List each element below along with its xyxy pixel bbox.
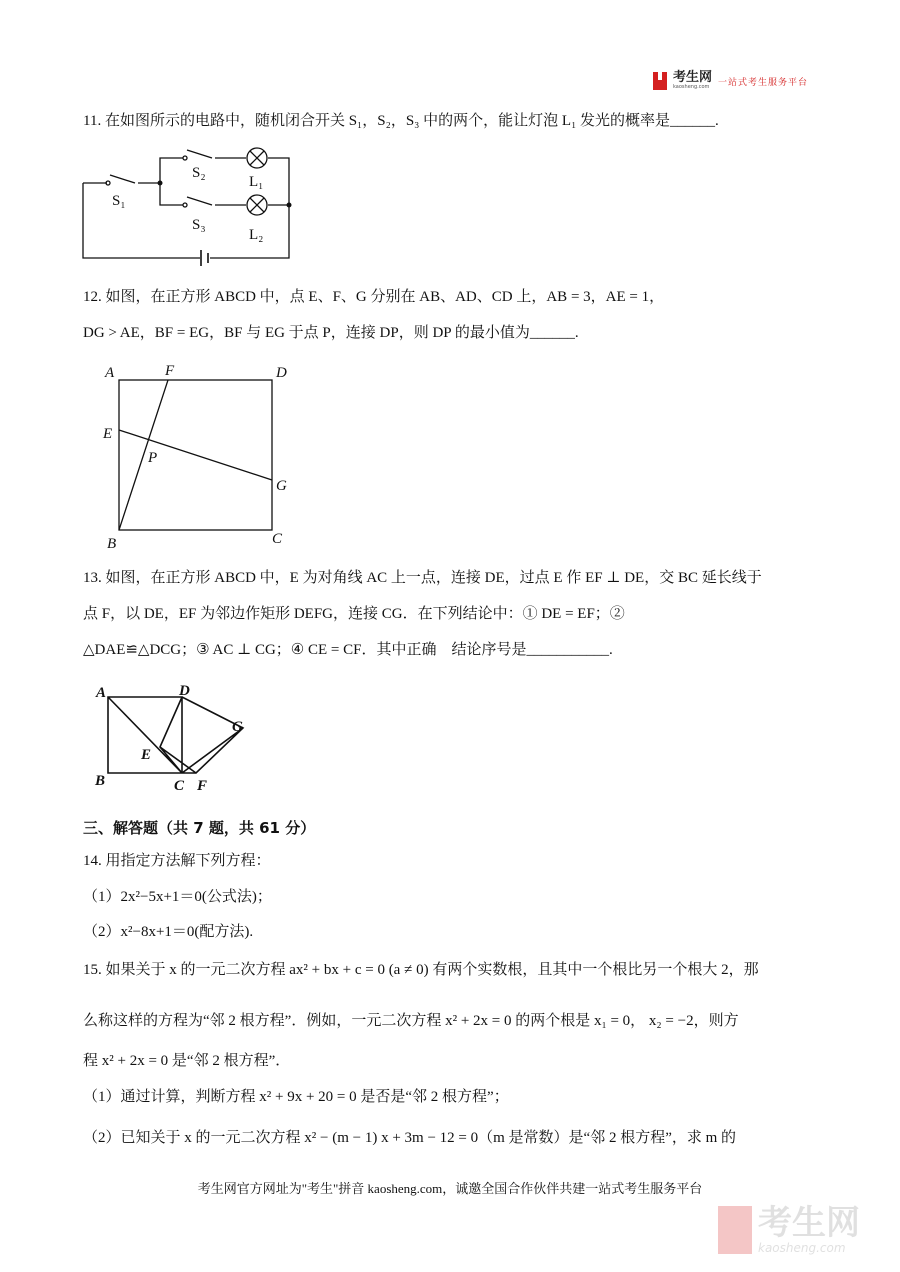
label-e: E <box>141 747 152 763</box>
q12-line2: DG > AE，BF = EG，BF 与 EG 于点 P，连接 DP，则 DP 的最小值为______. <box>83 325 579 341</box>
q13-line3: △DAE≌△DCG；③ AC ⊥ CG；④ CE = CF．其中正确 结论序号是___________. <box>83 642 613 658</box>
logo-slogan: 一站式考生服务平台 <box>718 77 809 88</box>
q12-figure <box>0 355 320 555</box>
q14-part2: （2）x²−8x+1＝0(配方法). <box>83 924 254 940</box>
q14-part1: （1）2x²−5x+1＝0(公式法)； <box>83 889 272 905</box>
label-d: D <box>276 365 287 381</box>
label-s2: S₂ <box>192 165 206 181</box>
label-b: B <box>95 773 106 789</box>
circuit-diagram <box>0 140 320 270</box>
q15-line2: 么称这样的方程为“邻 2 根方程”．例如，一元二次方程 x² + 2x = 0 的两个根是 x₁ = 0， x₂ = −2，则方 <box>83 1013 739 1029</box>
label-a: A <box>105 365 115 381</box>
label-g: G <box>276 478 287 494</box>
q13-line2: 点 F，以 DE，EF 为邻边作矩形 DEFG，连接 CG．在下列结论中：① DE = EF；② <box>83 606 625 622</box>
label-f: F <box>197 778 208 794</box>
watermark-name: 考生网 <box>758 1203 860 1243</box>
q12-line1: 12. 如图，在正方形 ABCD 中，点 E、F、G 分别在 AB、AD、CD 上，AB = 3，AE = 1， <box>83 289 665 305</box>
label-l1: L₁ <box>249 174 264 190</box>
q11-text: 11. 在如图所示的电路中，随机闭合开关 S₁，S₂，S₃ 中的两个，能让灯泡 L₁ 发光的概率是______. <box>83 113 719 129</box>
label-p: P <box>148 450 158 466</box>
label-g: G <box>232 719 243 735</box>
label-a: A <box>96 685 107 701</box>
header-logo <box>653 72 808 90</box>
label-s3: S₃ <box>192 217 206 233</box>
label-l2: L₂ <box>249 227 264 243</box>
q15-part1: （1）通过计算，判断方程 x² + 9x + 20 = 0 是否是“邻 2 根方程”； <box>83 1089 509 1105</box>
q13-line1: 13. 如图，在正方形 ABCD 中，E 为对角线 AC 上一点，连接 DE，过点 E 作 EF ⊥ DE，交 BC 延长线于 <box>83 570 762 586</box>
label-s1: S₁ <box>112 193 126 209</box>
q14-title: 14. 用指定方法解下列方程： <box>83 853 271 869</box>
label-e: E <box>103 426 113 442</box>
label-d: D <box>179 683 190 699</box>
label-b: B <box>107 536 117 552</box>
q13-figure <box>0 680 300 800</box>
q15-line3: 程 x² + 2x = 0 是“邻 2 根方程”． <box>83 1053 291 1069</box>
q15-part2: （2）已知关于 x 的一元二次方程 x² − (m − 1) x + 3m − 12 = 0（m 是常数）是“邻 2 根方程”，求 m 的 <box>83 1130 737 1146</box>
watermark-domain: kaosheng.com <box>758 1241 846 1255</box>
label-c: C <box>174 778 185 794</box>
label-f: F <box>165 363 175 379</box>
footer-text: 考生网官方网址为"考生"拼音 kaosheng.com，诚邀全国合作伙伴共建一站式考生服务平台 <box>197 1181 703 1196</box>
logo-icon <box>653 72 667 90</box>
section-title: 三、解答题（共 7 题，共 61 分） <box>83 819 316 837</box>
logo-name: 考生网 <box>673 70 713 85</box>
q15-line1: 15. 如果关于 x 的一元二次方程 ax² + bx + c = 0 (a ≠ 0) 有两个实数根，且其中一个根比另一个根大 2，那 <box>83 962 759 978</box>
label-c: C <box>272 531 283 547</box>
watermark-logo <box>718 1205 860 1255</box>
logo-domain: kaosheng.com <box>673 84 710 90</box>
watermark-icon <box>718 1206 752 1254</box>
